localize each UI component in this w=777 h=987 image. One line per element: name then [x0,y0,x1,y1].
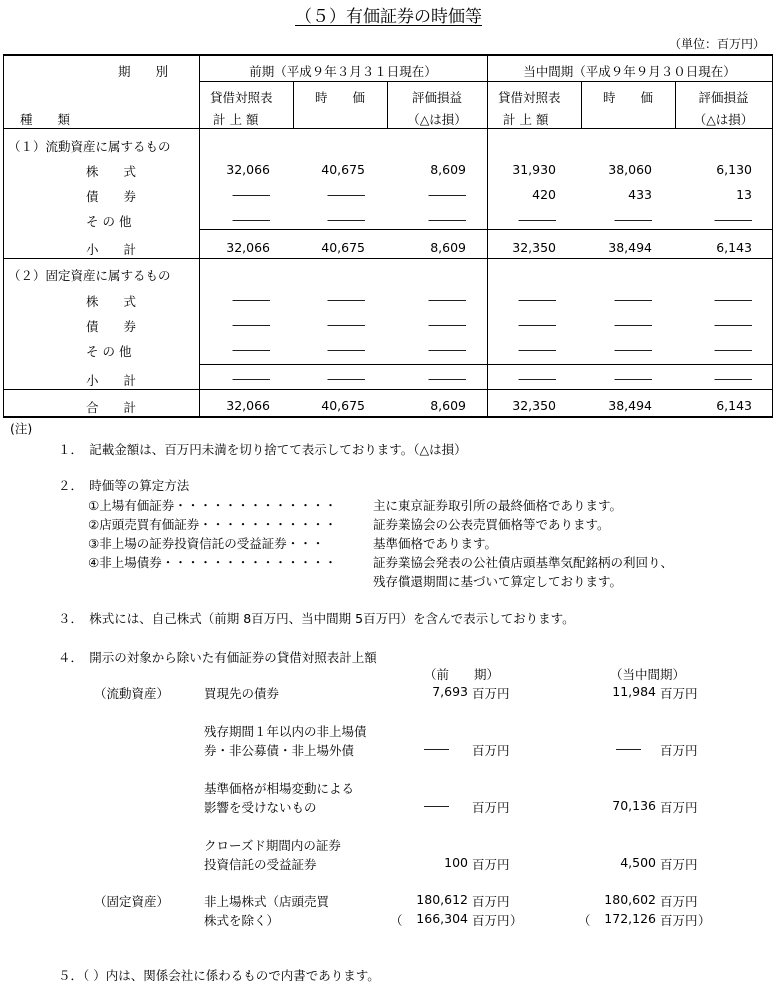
million-unit: 百万円 [472,743,510,758]
table-cell: ――― [518,371,556,386]
col-gain-header: 評価損益 [411,90,462,105]
table-cell: ――― [428,212,466,227]
note-2: ２． 時価等の算定方法 [58,478,190,493]
table-cell: 32,350 [512,398,556,413]
e5-label-2: 株式を除く） [204,913,280,928]
row-label-stocks: 株 式 [86,294,137,309]
table-cell: ――― [428,342,466,357]
period-header: 期 別 [118,64,169,79]
table-cell: 38,494 [608,398,652,413]
table-cell: ――― [614,292,652,307]
table-cell: 32,066 [226,240,270,255]
table-cell: ――― [714,317,752,332]
table-cell: ――― [428,371,466,386]
table-cell: 420 [532,187,556,202]
method-item-1-label: ①上場有価証券・・・・・・・・・・・・・ [88,498,337,513]
col-market-header: 時 価 [602,90,653,105]
row-label-subtotal: 小 計 [86,373,137,388]
table-cell: 13 [736,187,752,202]
col-book-header: 貸借対照表 [498,90,561,105]
row-label-bonds: 債 券 [86,189,137,204]
table-cell: ――― [232,371,270,386]
col-book-header-2: 計 上 額 [213,112,259,127]
n4-prev-header: （前 期） [424,667,500,682]
page-title: （５）有価証券の時価等 [295,7,482,27]
table-cell: 32,066 [226,162,270,177]
table-cell: 6,130 [716,162,752,177]
table-cell: 6,143 [716,240,752,255]
fixed-assets-heading: （２）固定資産に属するもの [8,268,171,283]
method-item-2-desc: 証券業協会の公表売買価格等であります。 [373,517,610,532]
subtotal-line-2 [199,364,773,365]
row-label-total: 合 計 [86,400,137,415]
e3-curr-value: 70,136 [612,798,656,813]
method-item-3-desc: 基準価格であります。 [373,536,498,551]
table-cell: 8,609 [430,240,466,255]
header-bottom-border [3,128,773,129]
table-cell: ――― [714,342,752,357]
note-3: ３． 株式には、自己株式（前期 8百万円、当中間期 5百万円）を含んで表示しております。 [58,611,575,626]
table-cell: ――― [327,187,365,202]
table-cell: 40,675 [321,240,365,255]
table-cell: ――― [327,212,365,227]
million-unit: 百万円 [660,894,698,909]
million-unit: 百万円 [472,913,510,928]
prev-period-header: 前期（平成９年３月３１日現在） [249,64,437,79]
table-right-border [772,54,773,417]
table-top-border [3,54,773,56]
e5-label-1: 非上場株式（店頭売買 [204,894,330,909]
e4-label-1: クローズド期間内の証券 [204,838,341,853]
table-cell: ――― [614,342,652,357]
unit-label: （単位：百万円） [668,37,765,51]
table-cell: ――― [327,292,365,307]
table-cell: ――― [614,371,652,386]
table-cell: ――― [714,212,752,227]
method-item-3-label: ③非上場の証券投資信託の受益証券・・・ [88,536,325,551]
table-bottom-border [3,416,773,418]
table-cell: 40,675 [321,398,365,413]
e4-prev-value: 100 [444,855,468,870]
table-cell: ――― [232,212,270,227]
million-unit: 百万円 [472,686,510,701]
table-cell: ――― [518,317,556,332]
table-left-border [3,54,4,417]
table-cell: 38,060 [608,162,652,177]
e1-prev-value: 7,693 [432,684,468,699]
e3-label-2: 影響を受けないもの [204,800,317,815]
table-cell: 433 [628,187,652,202]
table-cell: ――― [428,187,466,202]
note-5: ５．（ ）内は、関係会社に係わるもので内書であります。 [58,968,380,983]
method-item-4-desc-cont: 残存償還期間に基づいて算定しております。 [373,574,623,589]
e5-prev-value: 180,612 [416,892,468,907]
row-label-subtotal: 小 計 [86,242,137,257]
table-cell: 40,675 [321,162,365,177]
notes-label: (注) [10,421,33,436]
row-label-bonds: 債 券 [86,319,137,334]
table-cell: ――― [232,187,270,202]
table-cell: 38,494 [608,240,652,255]
table-cell: ――― [614,317,652,332]
open-paren: （ [390,913,403,928]
table-cell: ――― [327,317,365,332]
open-paren: （ [578,913,591,928]
col-market-header: 時 価 [314,90,365,105]
table-cell: 8,609 [430,162,466,177]
table-cell: 31,930 [512,162,556,177]
method-item-4-label: ④非上場債券・・・・・・・・・・・・・・ [88,555,337,570]
header-divider [199,81,773,82]
current-assets-label: （流動資産） [94,686,170,701]
fixed-assets-label: （固定資産） [94,894,170,909]
e1-curr-value: 11,984 [612,684,656,699]
table-cell: 32,066 [226,398,270,413]
method-item-4-desc: 証券業協会発表の公社債店頭基準気配銘柄の利回り、 [373,555,674,570]
e1-label: 買現先の債券 [204,686,280,701]
e2-label-1: 残存期間１年以内の非上場債 [204,724,367,739]
kind-header: 種 類 [20,112,71,127]
col-book-header: 貸借対照表 [210,90,273,105]
e5-prev-paren-value: 166,304 [416,911,468,926]
million-unit: 百万円 [472,857,510,872]
table-cell: ――― [232,317,270,332]
table-cell: ――― [714,292,752,307]
row-label-others: そ の 他 [86,344,132,359]
table-cell: ――― [327,342,365,357]
current-assets-heading: （１）流動資産に属するもの [8,139,171,154]
table-cell: ――― [428,292,466,307]
table-cell: ――― [232,342,270,357]
e4-label-2: 投資信託の受益証券 [204,857,317,872]
note-1: １． 記載金額は、百万円未満を切り捨てて表示しております。（△は損） [58,442,467,457]
e3-label-1: 基準価格が相場変動による [204,781,355,796]
e2-prev-value: ―― [424,741,449,756]
subtotal-line-1 [199,229,773,230]
e2-label-2: 券・非公募債・非上場外債 [204,743,355,758]
e2-curr-value: ―― [616,741,641,756]
million-unit: 百万円 [660,857,698,872]
million-unit: 百万円 [472,800,510,815]
label-column-border [199,54,200,417]
million-unit: 百万円 [472,894,510,909]
table-cell: ――― [518,212,556,227]
table-cell: 32,350 [512,240,556,255]
e4-curr-value: 4,500 [620,855,656,870]
million-unit: 百万円 [660,800,698,815]
table-cell: ――― [518,342,556,357]
n4-curr-header: （当中間期） [610,667,686,682]
table-cell: ――― [614,212,652,227]
col-gain-header-2: （△は損） [693,112,754,127]
note-4: ４． 開示の対象から除いた有価証券の貸借対照表計上額 [58,650,377,665]
e5-curr-value: 180,602 [604,892,656,907]
row-label-stocks: 株 式 [86,164,137,179]
close-paren: ） [698,913,711,928]
curr-period-header: 当中間期（平成９年９月３０日現在） [523,64,736,79]
table-cell: ――― [232,292,270,307]
total-top-border [3,389,773,390]
period-divider [487,54,488,417]
table-cell: ――― [428,317,466,332]
section-divider [3,258,773,259]
table-cell: 8,609 [430,398,466,413]
table-cell: ――― [714,371,752,386]
col-book-header-2: 計 上 額 [503,112,549,127]
method-item-2-label: ②店頭売買有価証券・・・・・・・・・・・ [88,517,337,532]
close-paren: ） [510,913,523,928]
row-label-others: そ の 他 [86,214,132,229]
col-gain-header: 評価損益 [698,90,749,105]
col-gain-header-2: （△は損） [407,112,467,127]
million-unit: 百万円 [660,686,698,701]
table-cell: ――― [518,292,556,307]
method-item-1-desc: 主に東京証券取引所の最終価格であります。 [373,498,623,513]
million-unit: 百万円 [660,913,698,928]
e5-curr-paren-value: 172,126 [604,911,656,926]
e3-prev-value: ―― [424,798,449,813]
table-cell: ――― [327,371,365,386]
million-unit: 百万円 [660,743,698,758]
table-cell: 6,143 [716,398,752,413]
